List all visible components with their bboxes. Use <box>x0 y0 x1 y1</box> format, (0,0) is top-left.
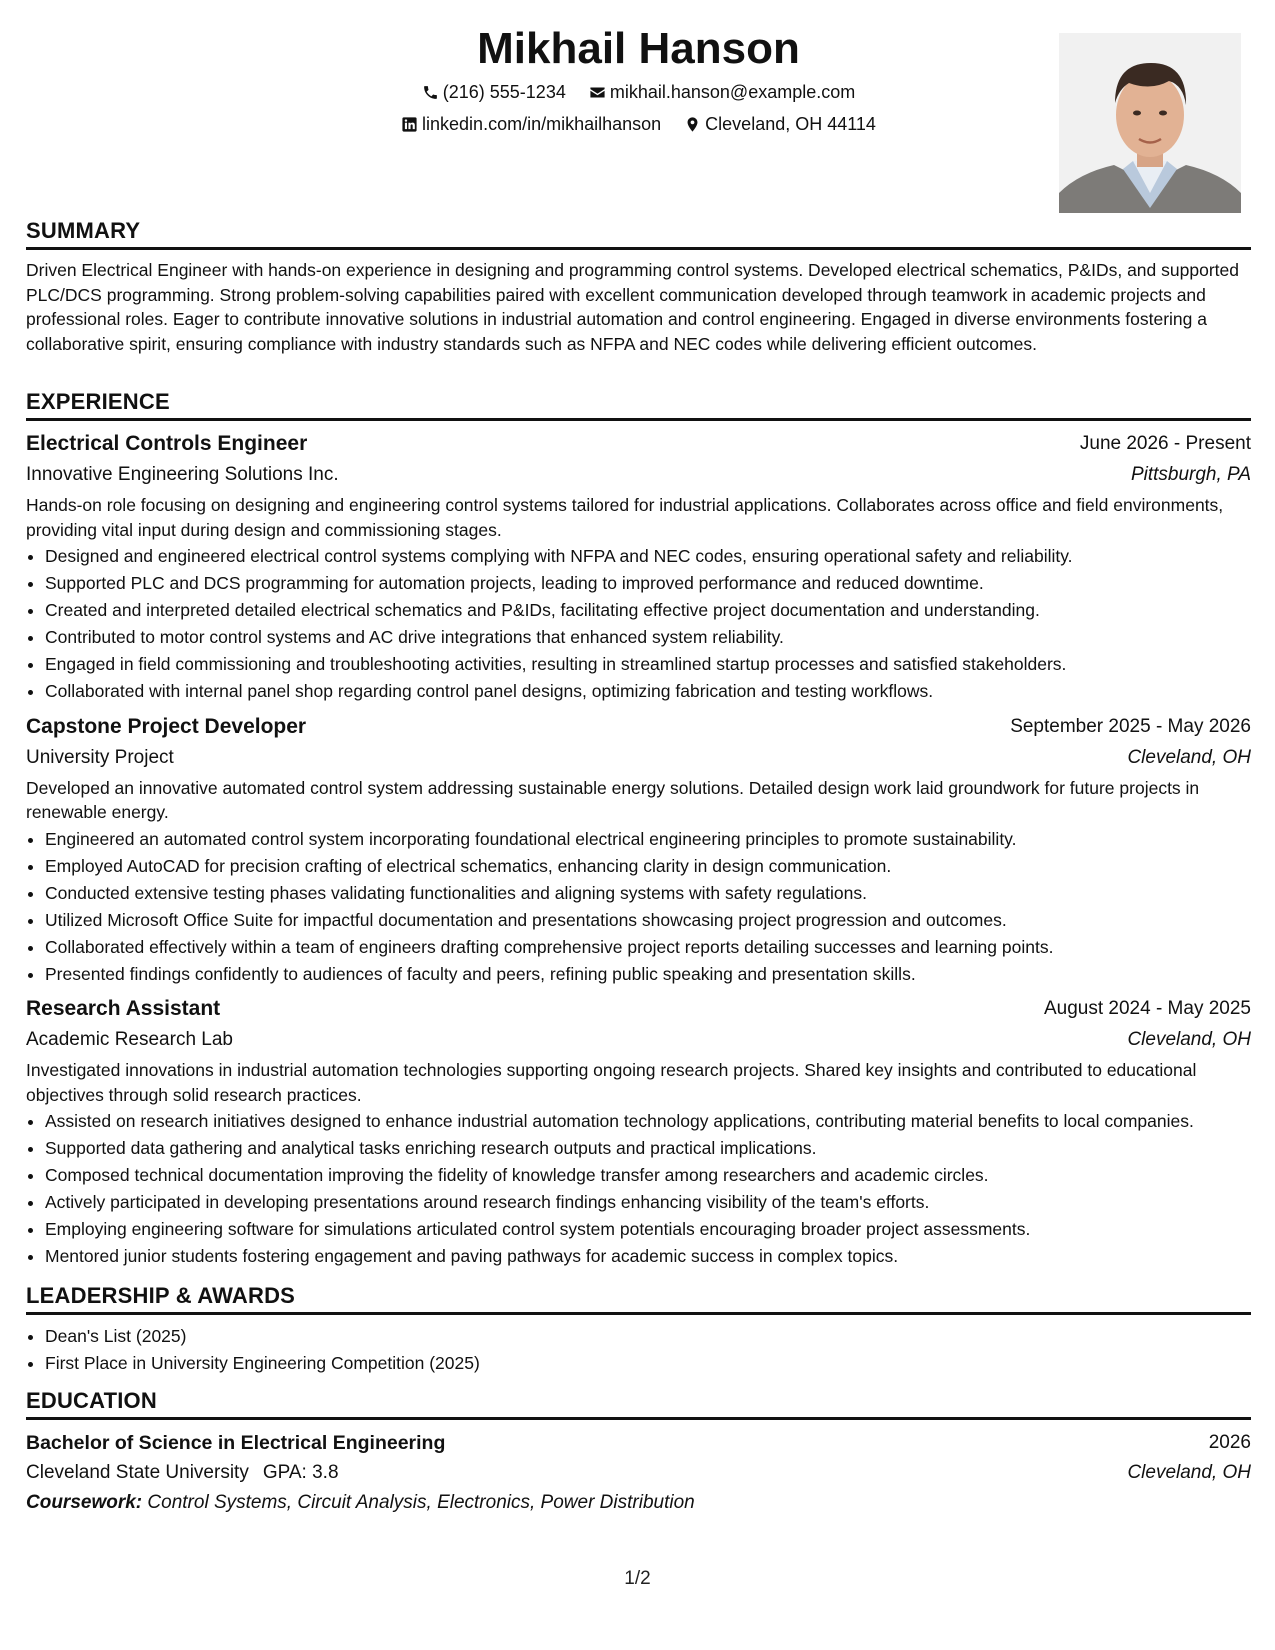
education-subheader <box>26 1458 1251 1488</box>
list-item: • First Place in University Engineering Competition (2025) <box>45 1351 1251 1376</box>
list-item: • Engineered an automated control system incorporating foundational electrical engineering principles to promote sustainability. <box>45 827 1251 852</box>
summary-section <box>26 218 1251 356</box>
experience-heading: EXPERIENCE <box>26 389 1251 421</box>
job-location: Cleveland, OH <box>1127 746 1251 768</box>
awards-list <box>26 1324 1251 1376</box>
job-bullets <box>26 544 1251 704</box>
school-name: Cleveland State University <box>26 1462 249 1483</box>
list-item: • Dean's List (2025) <box>45 1324 1251 1349</box>
list-item: • Designed and engineered electrical control systems complying with NFPA and NEC codes, ensuring operational safety and reliability. <box>45 544 1251 569</box>
job-description: Developed an innovative automated control system addressing sustainable energy solutions. Detailed design work laid groundwork for future projects in renewable energy. <box>26 777 1200 822</box>
job-title: Research Assistant <box>26 997 221 1020</box>
coursework-line <box>26 1488 1251 1518</box>
school-location: Cleveland, OH <box>1127 1462 1251 1483</box>
job-header <box>26 994 1251 1025</box>
education-header <box>26 1428 1251 1458</box>
email-contact[interactable] <box>589 80 855 104</box>
list-item: • Conducted extensive testing phases validating functionalities and aligning systems with safety regulations. <box>45 881 1251 906</box>
education-section <box>26 1388 1251 1518</box>
resume-page <box>26 0 1251 1650</box>
job-subheader <box>26 743 1251 773</box>
linkedin-url: linkedin.com/in/mikhailhanson <box>422 114 662 134</box>
list-item: • Supported PLC and DCS programming for automation projects, leading to improved performance and reduced downtime. <box>45 571 1251 596</box>
job-title: Capstone Project Developer <box>26 714 307 738</box>
job-title: Electrical Controls Engineer <box>26 432 308 455</box>
experience-section <box>26 389 1251 1271</box>
list-item: • Employing engineering software for simulations articulated control system potentials encouraging broader project assessments. <box>45 1217 1251 1242</box>
job-organization: Innovative Engineering Solutions Inc. <box>26 464 339 485</box>
phone-contact <box>422 80 566 104</box>
list-item: • Employed AutoCAD for precision crafting of electrical schematics, enhancing clarity in design communication. <box>45 854 1251 879</box>
job-dates: August 2024 - May 2025 <box>1043 998 1251 1019</box>
awards-heading: LEADERSHIP & AWARDS <box>26 1283 1251 1315</box>
job-header <box>26 712 1251 743</box>
education-heading: EDUCATION <box>26 1388 1251 1420</box>
list-item: • Contributed to motor control systems and AC drive integrations that enhanced system reliability. <box>45 625 1251 650</box>
job-description: Hands-on role focusing on designing and engineering control systems tailored for industrial applications. Collaborates across office and field environments, providing vital input during design and commissioning stages. <box>26 495 1224 540</box>
gpa: GPA: 3.8 <box>262 1462 339 1483</box>
list-item: • Utilized Microsoft Office Suite for impactful documentation and presentations showcasing project progression and outcomes. <box>45 908 1251 933</box>
graduation-year: 2026 <box>1208 1432 1251 1453</box>
school-line <box>26 1458 339 1488</box>
map-pin-icon <box>684 116 701 133</box>
job-header <box>26 429 1251 460</box>
linkedin-contact[interactable] <box>401 112 661 136</box>
list-item: • Collaborated with internal panel shop regarding control panel designs, optimizing fabrication and testing workflows. <box>45 679 1251 704</box>
job-entry <box>26 712 1251 987</box>
email-address: mikhail.hanson@example.com <box>609 82 856 102</box>
phone-icon <box>422 84 439 101</box>
job-entry <box>26 429 1251 704</box>
page-number: 1/2 <box>624 1568 651 1589</box>
list-item: • Supported data gathering and analytical tasks enriching research outputs and practical implications. <box>45 1136 1251 1161</box>
coursework-list: Control Systems, Circuit Analysis, Electronics, Power Distribution <box>147 1492 695 1513</box>
list-item: • Engaged in field commissioning and troubleshooting activities, resulting in streamlined startup processes and satisfied stakeholders. <box>45 652 1251 677</box>
list-item: • Assisted on research initiatives designed to enhance industrial automation technology applications, contributing material benefits to local companies. <box>45 1109 1251 1134</box>
list-item: • Presented findings confidently to audiences of faculty and peers, refining public speaking and presentation skills. <box>45 962 1251 987</box>
job-location: Pittsburgh, PA <box>1130 464 1251 485</box>
profile-photo <box>1059 33 1241 213</box>
list-item: • Mentored junior students fostering engagement and paving pathways for academic success in complex topics. <box>45 1244 1251 1269</box>
resume-header <box>26 0 1251 215</box>
summary-heading: SUMMARY <box>26 218 1251 250</box>
list-item: • Created and interpreted detailed electrical schematics and P&IDs, facilitating effective project documentation and understanding. <box>45 598 1251 623</box>
job-subheader <box>26 460 1251 490</box>
list-item: • Actively participated in developing presentations around research findings enhancing visibility of the team's efforts. <box>45 1190 1251 1215</box>
job-dates: June 2026 - Present <box>1079 433 1251 454</box>
linkedin-icon <box>401 116 418 133</box>
job-bullets <box>26 1109 1251 1269</box>
job-dates: September 2025 - May 2026 <box>1010 715 1251 737</box>
job-description: Investigated innovations in industrial automation technologies supporting ongoing research projects. Shared key insights and contributed to educational objectives through solid research practices. <box>26 1060 1197 1105</box>
location-text: Cleveland, OH 44114 <box>705 114 876 134</box>
job-bullets <box>26 827 1251 987</box>
degree-name: Bachelor of Science in Electrical Engineering <box>26 1432 446 1454</box>
list-item: • Composed technical documentation improving the fidelity of knowledge transfer among researchers and academic circles. <box>45 1163 1251 1188</box>
job-subheader <box>26 1025 1251 1055</box>
envelope-icon <box>589 84 606 101</box>
awards-section <box>26 1283 1251 1378</box>
job-organization: Academic Research Lab <box>26 1029 233 1050</box>
candidate-name: Mikhail Hanson <box>477 24 800 73</box>
job-location: Cleveland, OH <box>1127 1029 1251 1050</box>
list-item: • Collaborated effectively within a team of engineers drafting comprehensive project reports detailing successes and learning points. <box>45 935 1251 960</box>
summary-text: Driven Electrical Engineer with hands-on experience in designing and programming control systems. Developed electrical schematics, P&IDs, and supported PLC/DCS programming. Strong problem-solving capabilities paired with excellent communication developed through teamwork in academic projects and professional roles. Eager to contribute innovative solutions in industrial automation and control engineering. Engaged in diverse environments fostering a collaborative spirit, ensuring compliance with industry standards such as NFPA and NEC codes while delivering efficient outcomes. <box>26 260 1239 354</box>
location-contact <box>684 112 876 136</box>
job-organization: University Project <box>26 746 174 768</box>
coursework-label: Coursework: <box>26 1492 143 1513</box>
phone-number: (216) 555-1234 <box>442 82 566 102</box>
job-entry <box>26 994 1251 1269</box>
